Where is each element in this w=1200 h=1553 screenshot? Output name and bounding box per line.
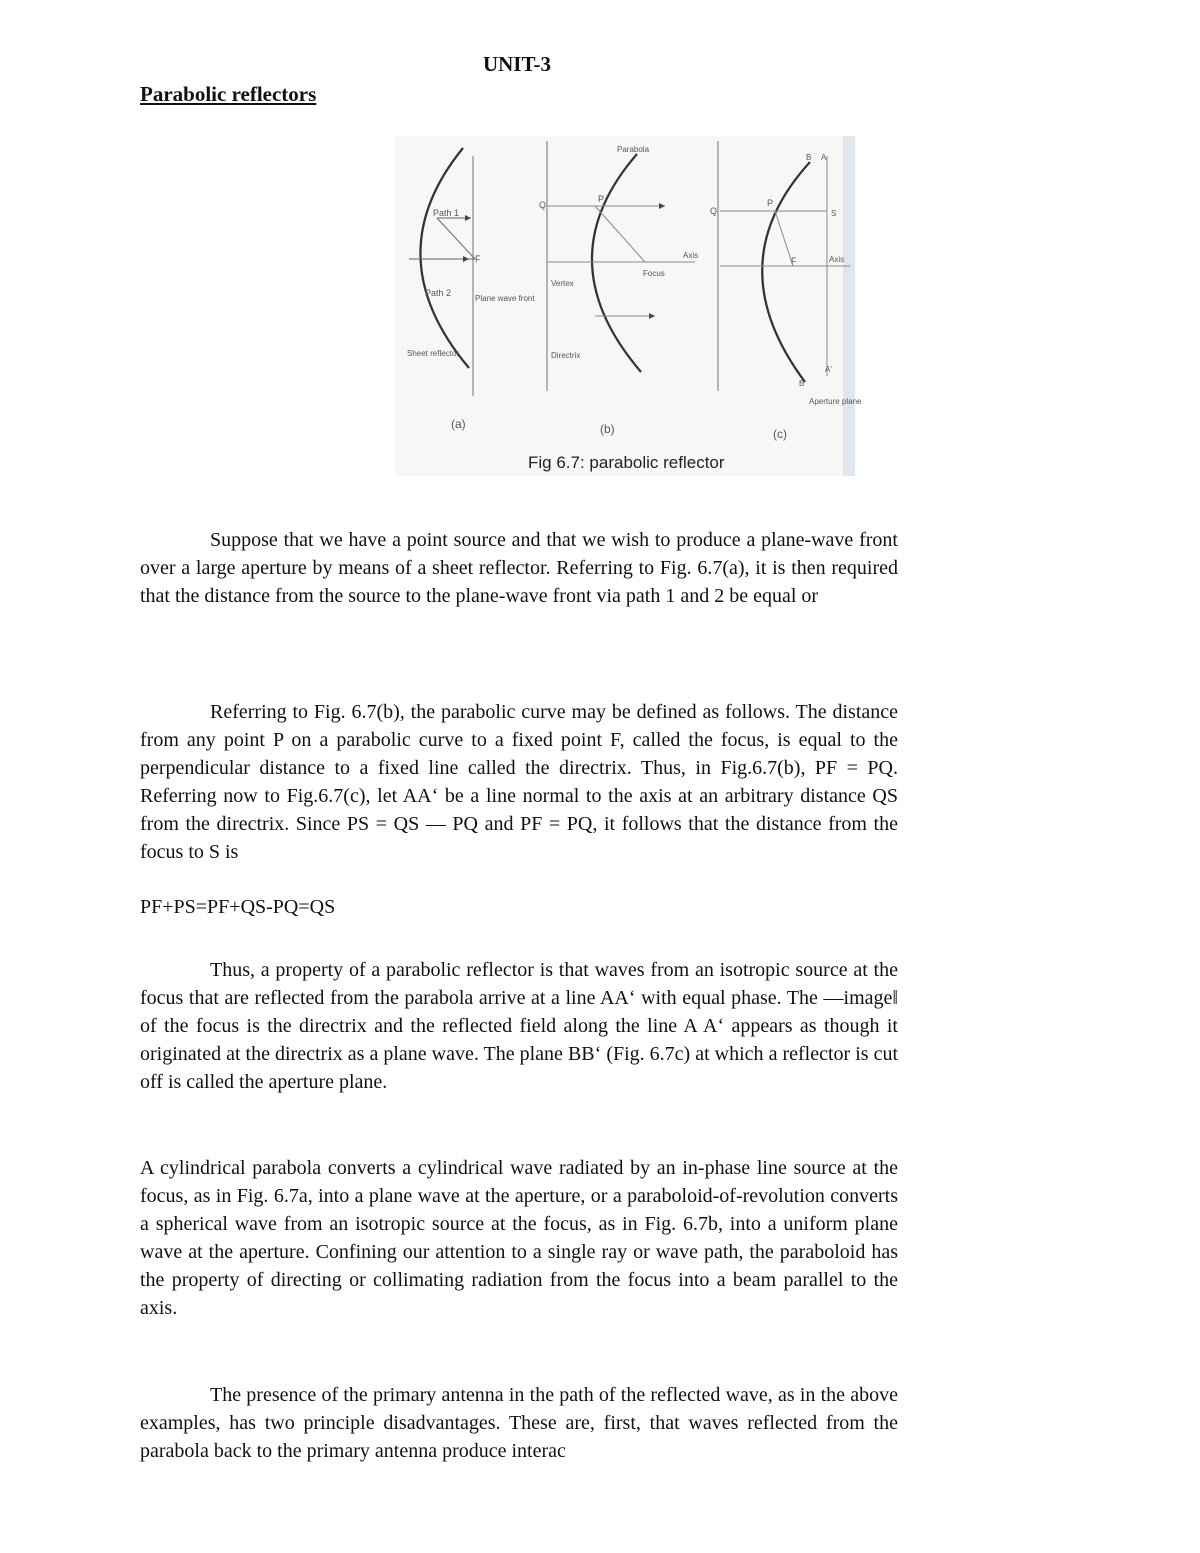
paragraph-1: Suppose that we have a point source and that we wish to produce a plane-wave front over a large aperture by means of a sheet reflector. Referring to Fig. 6.7(a), it is then required that the distance from the source to the plane-wave front via path 1 and 2 be equal or [140, 529, 898, 607]
panel-c-a-prime-label: A' [825, 365, 832, 374]
panel-b-p-label: P [598, 194, 605, 204]
panel-b-focus-label: Focus [643, 269, 665, 278]
panel-a-diagram [407, 148, 535, 431]
panel-b-axis-label: Axis [683, 251, 699, 260]
section-title: Parabolic reflectors [140, 82, 317, 106]
panel-c-b-prime-label: B' [799, 379, 806, 388]
panel-b-diagram [539, 141, 698, 436]
panel-c-a-label: A [821, 153, 827, 162]
equation: PF+PS=PF+QS-PQ=QS [140, 896, 336, 918]
panel-c-p-label: P [767, 198, 774, 208]
panel-c-b-label: B [806, 153, 812, 162]
panel-a-focus-label: F [475, 254, 481, 264]
panel-c-s-label: S [831, 209, 837, 218]
panel-b-directrix-label: Directrix [551, 351, 581, 360]
panel-b-label: (b) [600, 422, 615, 436]
panel-a-reflector-label: Sheet reflector [407, 349, 460, 358]
parabolic-reflector-figure [395, 136, 862, 476]
panel-c-f-label: F [791, 256, 797, 266]
paragraph-5: The presence of the primary antenna in the path of the reflected wave, as in the above examples, has two principle disadvantages. These are, first, that waves reflected from the parabola back to the primary antenna produce interac [140, 1384, 898, 1462]
paragraph-3: Thus, a property of a parabolic reflector is that waves from an isotropic source at the focus that are reflected from the parabola arrive at a line AA‘ with equal phase. The ―image‖ of the focus is the directrix and the reflected field along the line A A‘ appears as though it originated at the directrix as a plane wave. The plane BB‘ (Fig. 6.7c) at which a reflector is cut off is called the aperture plane. [140, 959, 898, 1093]
panel-b-parabola-label: Parabola [617, 145, 650, 154]
panel-b-q-label: Q [539, 200, 547, 210]
panel-b-vertex-label: Vertex [551, 279, 574, 288]
panel-a-wavefront-label: Plane wave front [475, 294, 535, 303]
paragraph-4: A cylindrical parabola converts a cylindrical wave radiated by an in-phase line source at the focus, as in Fig. 6.7a, into a plane wave at the aperture, or a paraboloid-of-revolution converts a spherical wave from an isotropic source at the focus, as in Fig. 6.7b, into a uniform plane wave at the aperture. Confining our attention to a single ray or wave path, the paraboloid has the property of directing or collimating radiation from the focus into a beam parallel to the axis. [140, 1157, 898, 1319]
unit-title: UNIT-3 [482, 52, 552, 76]
panel-a-label: (a) [451, 417, 466, 431]
panel-a-path2-label: Path 2 [425, 288, 452, 298]
panel-c-aperture-label: Aperture plane [809, 397, 862, 406]
paragraph-2: Referring to Fig. 6.7(b), the parabolic curve may be defined as follows. The distance from any point P on a parabolic curve to a fixed point F, called the focus, is equal to the perpendicular distance to a fixed line called the directrix. Thus, in Fig.6.7(b), PF = PQ. Referring now to Fig.6.7(c), let AA‘ be a line normal to the axis at an arbitrary distance QS from the directrix. Since PS = QS — PQ and PF = PQ, it follows that the distance from the focus to S is [140, 701, 898, 863]
figure-caption: Fig 6.7: parabolic reflector [528, 453, 725, 472]
panel-c-q-label: Q [710, 206, 718, 216]
panel-c-label: (c) [773, 427, 787, 441]
panel-c-axis-label: Axis [829, 255, 845, 264]
panel-a-path1-label: Path 1 [433, 208, 460, 218]
panel-c-diagram [710, 141, 862, 441]
